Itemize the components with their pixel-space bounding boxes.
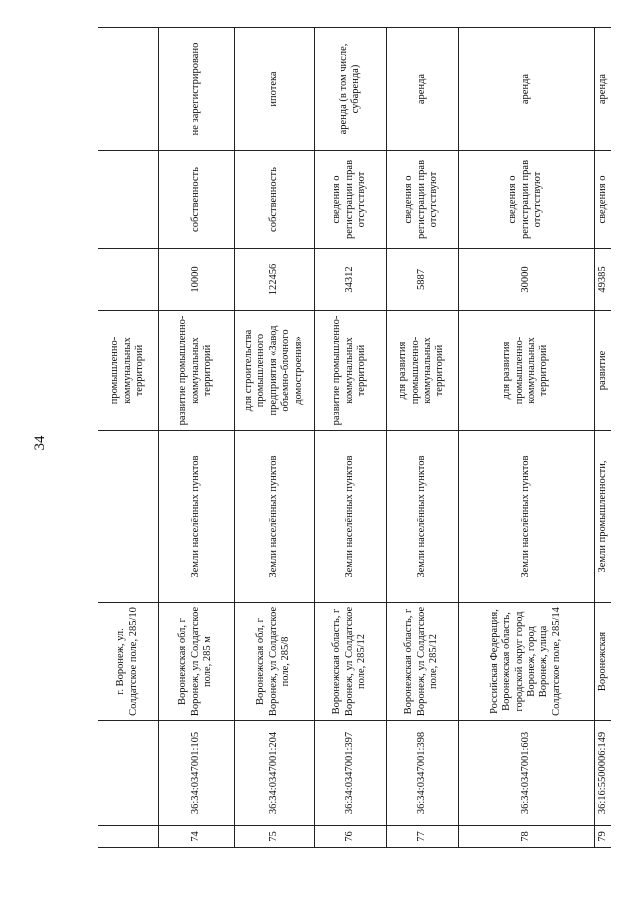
cell-category: Земли населённых пунктов (458, 431, 594, 603)
cell-cadastral: 36:34:0347001:397 (314, 721, 386, 826)
cell-area: 49385 (594, 249, 611, 311)
cell-encumbrance: ипотека (234, 28, 314, 151)
cell-area: 10000 (158, 249, 234, 311)
cell-area: 30000 (458, 249, 594, 311)
table-row (98, 28, 158, 848)
cell-category: Земли населённых пунктов (158, 431, 234, 603)
cell-address: Воронежская обл, г Воронеж, ул Солдатское поле, 285 м (158, 603, 234, 721)
cell-purpose: развитие (594, 311, 611, 431)
cell-num: 79 (594, 826, 611, 848)
cell-address: Воронежская область, г Воронеж, ул Солдатское поле, 285/12 (386, 603, 458, 721)
cell-num: 75 (234, 826, 314, 848)
cell-encumbrance: аренда (в том числе, субаренда) (314, 28, 386, 151)
cell-address: Воронежская (594, 603, 611, 721)
cell-right: сведения о регистрации прав отсутствуют (386, 151, 458, 249)
land-plots-table (98, 27, 611, 848)
cell-right: сведения о (594, 151, 611, 249)
cell-encumbrance (98, 28, 158, 151)
cell-encumbrance: не зарегистрировано (158, 28, 234, 151)
cell-category: Земли населённых пунктов (386, 431, 458, 603)
table-row (158, 28, 234, 848)
cell-right: сведения о регистрации прав отсутствуют (314, 151, 386, 249)
cell-num (98, 826, 158, 848)
table-row (314, 28, 386, 848)
cell-right: собственность (158, 151, 234, 249)
cell-cadastral: 36:34:0347001:398 (386, 721, 458, 826)
cell-address: Воронежская обл, г Воронеж, ул Солдатское поле, 285/8 (234, 603, 314, 721)
cell-purpose: для развития промышленно-коммунальных территорий (386, 311, 458, 431)
cell-cadastral: 36:34:0347001:603 (458, 721, 594, 826)
cell-encumbrance: аренда (386, 28, 458, 151)
cell-num: 77 (386, 826, 458, 848)
cell-address: г. Воронеж, ул. Солдатское поле, 285/10 (98, 603, 158, 721)
cell-right: собственность (234, 151, 314, 249)
cell-area (98, 249, 158, 311)
cell-category: Земли населённых пунктов (314, 431, 386, 603)
table-row (386, 28, 458, 848)
cell-address: Воронежская область, г Воронеж, ул Солдатское поле, 285/12 (314, 603, 386, 721)
cell-cadastral: 36:34:0347001:204 (234, 721, 314, 826)
cell-area: 122456 (234, 249, 314, 311)
cell-num: 74 (158, 826, 234, 848)
cell-area: 34312 (314, 249, 386, 311)
table-row (594, 28, 611, 848)
cell-purpose: развитие промышленно-коммунальных территорий (158, 311, 234, 431)
cell-category (98, 431, 158, 603)
cell-area: 5887 (386, 249, 458, 311)
table-row (458, 28, 594, 848)
cell-encumbrance: аренда (458, 28, 594, 151)
cell-cadastral: 36:34:0347001:105 (158, 721, 234, 826)
page-number: 34 (32, 435, 48, 451)
cell-purpose: промышленно-коммунальных территорий (98, 311, 158, 431)
cell-encumbrance: аренда (594, 28, 611, 151)
table-row (234, 28, 314, 848)
cell-num: 76 (314, 826, 386, 848)
cell-purpose: для строительства промышленного предприятия «Завод объемно-блочного домостроения» (234, 311, 314, 431)
cell-num: 78 (458, 826, 594, 848)
cell-cadastral: 36:16:5500006:149 (594, 721, 611, 826)
cell-category: Земли населённых пунктов (234, 431, 314, 603)
cell-category: Земли промышленности, (594, 431, 611, 603)
cell-cadastral (98, 721, 158, 826)
cell-address: Российская Федерация, Воронежская область, городской округ город Воронеж, город Воронеж, улица Солдатское поле, 285/14 (458, 603, 594, 721)
cell-purpose: для развития промышленно-коммунальных территорий (458, 311, 594, 431)
cell-right (98, 151, 158, 249)
cell-right: сведения о регистрации прав отсутствуют (458, 151, 594, 249)
cell-purpose: развитие промышленно-коммунальных территорий (314, 311, 386, 431)
